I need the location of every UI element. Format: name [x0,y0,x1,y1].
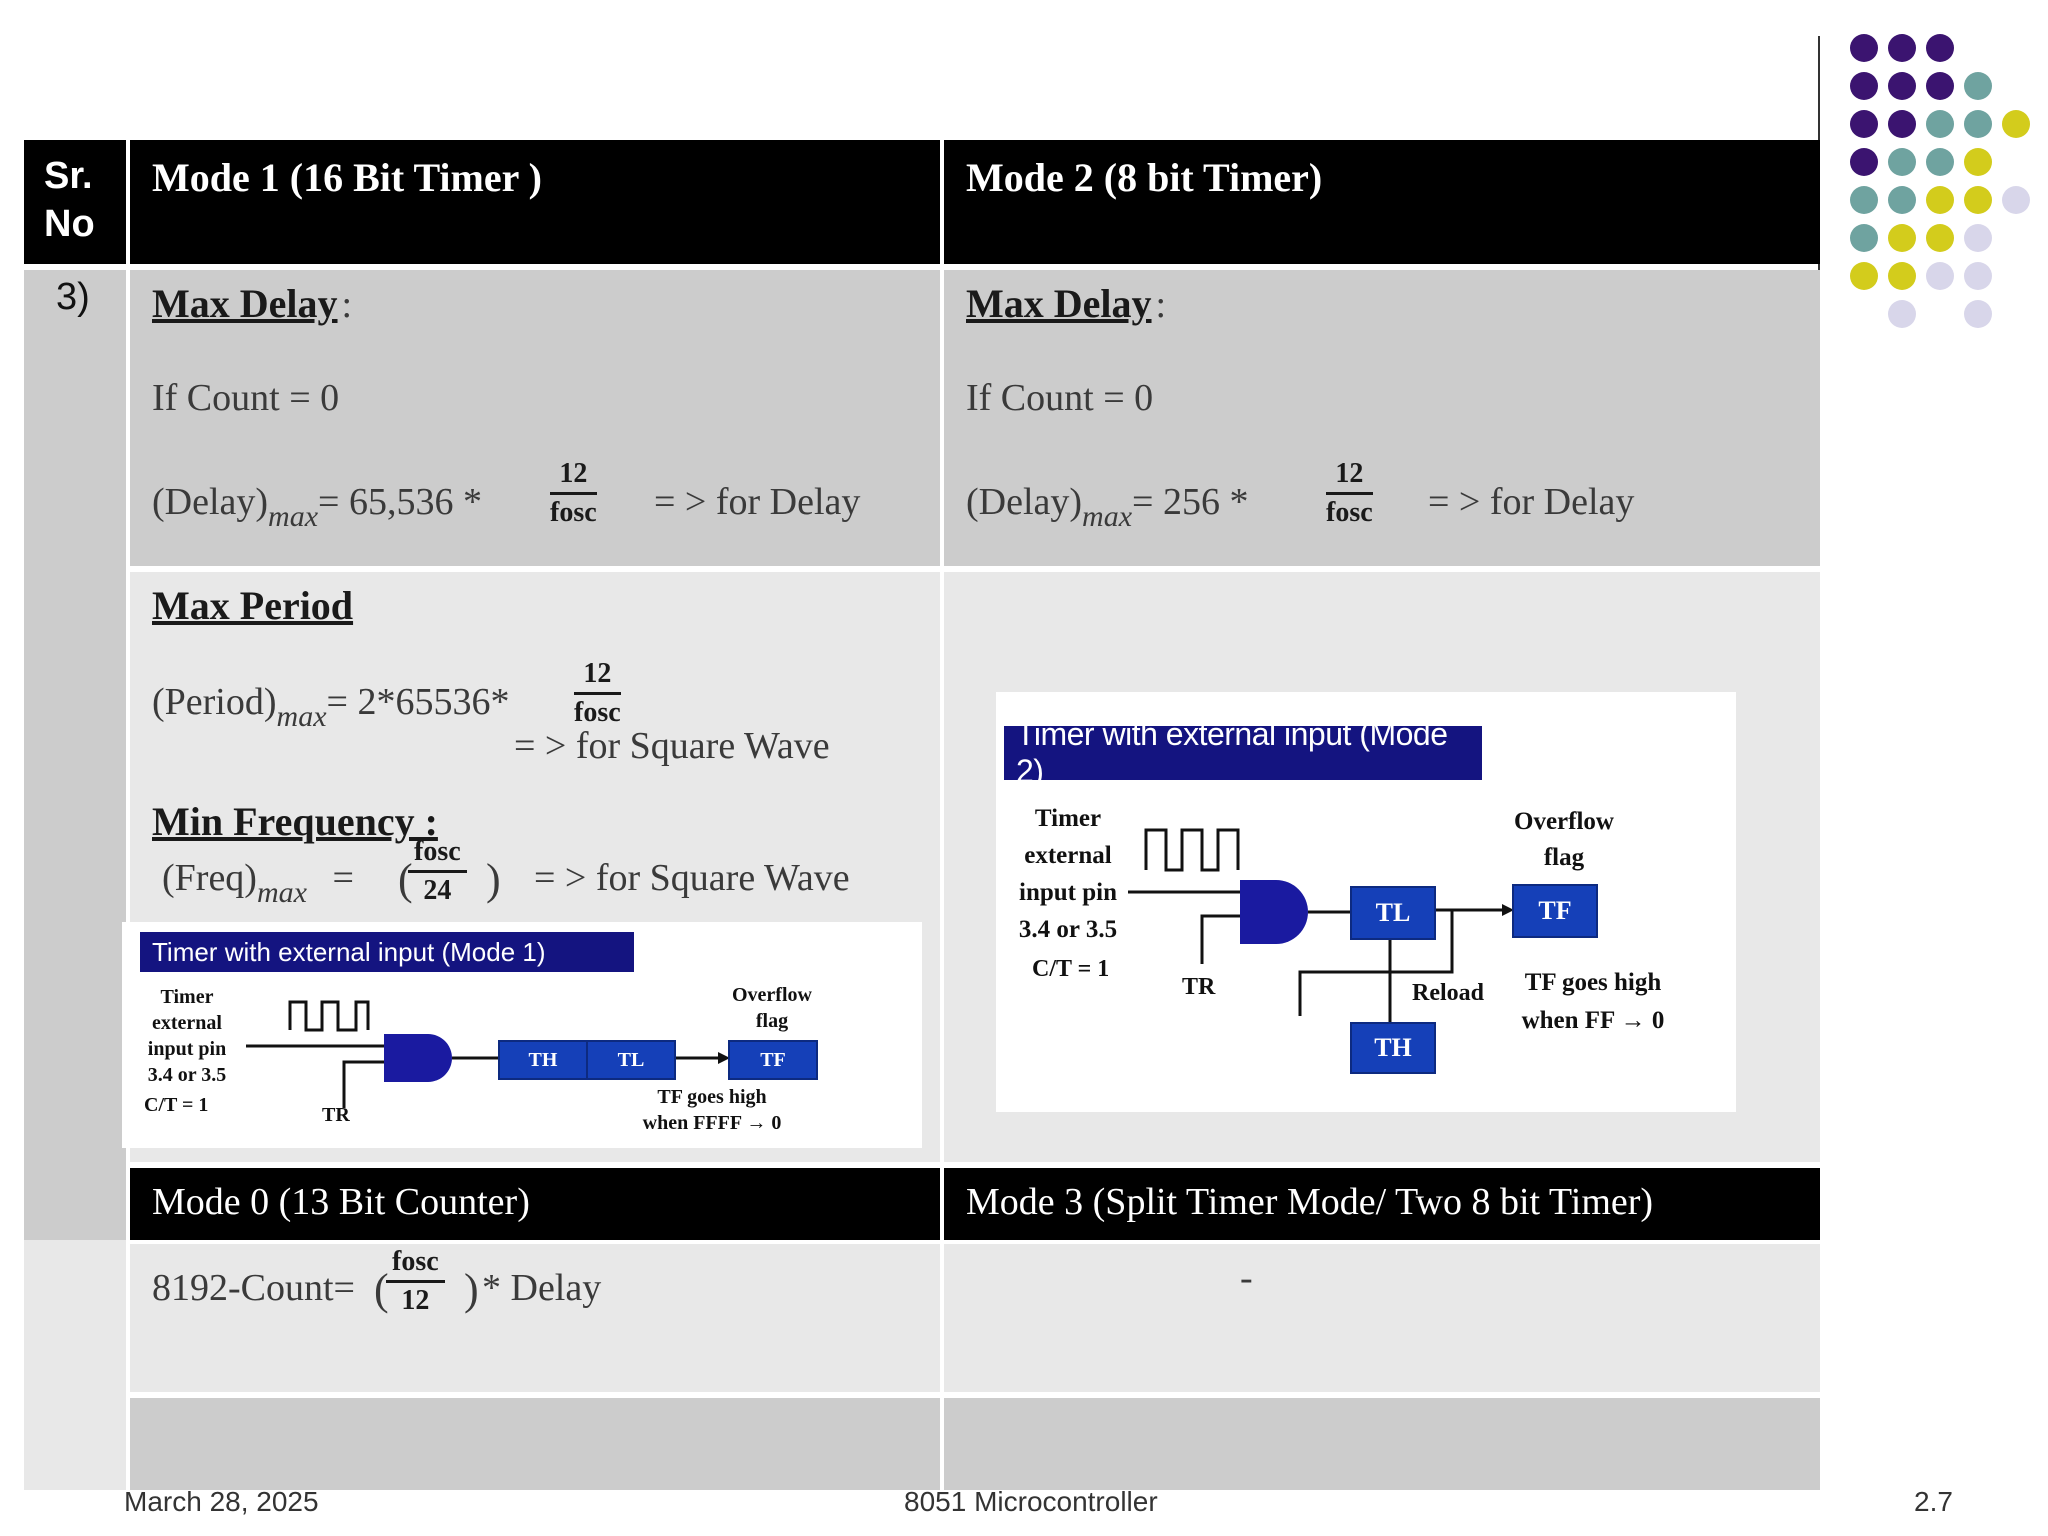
empty-row-left [130,1398,940,1490]
diagram2-ct-label: C/T = 1 [1032,956,1110,982]
diagram2-th-register: TH [1350,1022,1436,1074]
dot [1888,300,1916,328]
dot [1850,110,1878,138]
diagram1-overflow-label: Overflow flag [732,984,812,1032]
mode3-header-label: Mode 3 (Split Timer Mode/ Two 8 bit Timer) [966,1181,1654,1223]
mode0-paren-open: ( [374,1265,389,1314]
diagram2-tf-flag: TF [1512,884,1598,938]
dot [1964,300,1992,328]
dot [1926,34,1954,62]
diagram1-tl-register: TL [586,1040,676,1080]
mode2-frac-den: fosc [1326,497,1373,528]
dot [1926,148,1954,176]
dot [1964,148,1992,176]
mode1-max-period-heading: Max Period [152,583,354,628]
mode0-rhs: * Delay [482,1267,602,1309]
dot [1888,224,1916,252]
header-mode1 [130,140,940,264]
diagram2-reload-label: Reload [1412,980,1484,1006]
mode2-frac-num: 12 [1326,456,1373,495]
mode1-if-count: If Count = 0 [152,377,340,419]
header-sr-no [24,140,126,264]
mode1-delay-lhs: (Delay) [152,481,269,523]
footer-date: March 28, 2025 [124,1486,319,1517]
decorative-dot-grid [1850,32,2040,332]
header-mode2-label: Mode 2 (8 bit Timer) [966,155,1323,200]
diagram1-tf-note: TF goes high when FFFF → 0 [642,1086,782,1134]
diagram2-overflow-label: Overflow flag [1514,808,1614,871]
mode0-lhs: 8192-Count= [152,1267,355,1309]
mode1-period-num: 12 [574,656,621,695]
mode2-delay-fraction [1326,456,1373,531]
dot [1888,34,1916,62]
sr-no-cell-lower [24,1240,126,1490]
diagram2-input-label: Timer external input pin 3.4 or 3.5 [1018,805,1118,943]
dot [1964,186,1992,214]
mode0-fraction [386,1244,445,1319]
mode1-freq-lhs: (Freq) [162,857,257,899]
dot [1850,224,1878,252]
diagram2-title-text: Timer with external input (Mode 2) [1016,716,1448,789]
mode1-timer-diagram [122,922,922,1148]
dot [1850,186,1878,214]
footer-page-number: 2.7 [1914,1486,1953,1517]
mode2-max-delay-cell [944,270,1820,566]
mode1-max-delay-heading: Max Delay [152,281,338,326]
mode1-freq-sub: max [256,876,307,909]
dot [1926,72,1954,100]
diagram2-tf-note: TF goes high when FF → 0 [1521,969,1665,1034]
dot [1850,148,1878,176]
mode0-header-label: Mode 0 (13 Bit Counter) [152,1181,530,1223]
mode2-delay-lhs: (Delay) [966,481,1083,523]
dot [1964,110,1992,138]
mode1-delay-fraction [550,456,597,531]
mode0-header [130,1168,940,1240]
mode1-colon: : [341,284,353,326]
dot [1926,224,1954,252]
mode3-value-cell [944,1244,1820,1392]
diagram2-tr-label: TR [1182,974,1216,1000]
mode1-period-fraction [574,656,621,731]
mode0-frac-num: fosc [386,1244,445,1283]
mode1-delay-note: = > for Delay [654,481,861,523]
mode1-period-formula [152,680,510,733]
mode1-freq-paren-close: ) [486,855,501,904]
diagram1-tr-label: TR [322,1104,350,1126]
empty-row-right [944,1398,1820,1490]
mode1-frac-den: fosc [550,497,597,528]
header-mode1-label: Mode 1 (16 Bit Timer ) [152,155,542,200]
mode1-min-freq-heading: Min Frequency : [152,799,438,844]
header-sr-no-label: Sr. No [44,155,95,245]
dot [1888,186,1916,214]
dot [1888,262,1916,290]
header-mode2 [944,140,1820,264]
mode0-formula-cell [130,1244,940,1392]
dot [1964,224,1992,252]
dot [1850,262,1878,290]
mode0-paren-close: ) [464,1265,479,1314]
mode2-delay-sub: max [1082,500,1133,533]
dot [1888,148,1916,176]
diagram2-tl-register: TL [1350,886,1436,940]
mode2-delay-rhs: = 256 * [1132,481,1249,523]
mode3-header [944,1168,1820,1240]
diagram1-ct-label: C/T = 1 [144,1094,209,1116]
diagram1-th-register: TH [498,1040,588,1080]
mode1-freq-eq: = [332,857,354,899]
dot [1888,72,1916,100]
mode3-value: - [1240,1257,1253,1299]
mode2-timer-diagram [996,692,1736,1112]
diagram1-input-label: Timer external input pin 3.4 or 3.5 [147,986,227,1086]
footer-title: 8051 Microcontroller [904,1486,1158,1517]
mode1-period-rhs: = 2*65536* [326,681,510,723]
mode2-colon: : [1155,284,1167,326]
mode1-frac-num: 12 [550,456,597,495]
mode1-freq-formula [162,856,354,909]
sr-no-cell [24,270,126,1370]
mode2-delay-formula [966,480,1249,533]
mode1-freq-note: = > for Square Wave [534,857,850,899]
mode2-delay-note: = > for Delay [1428,481,1635,523]
mode2-max-delay-heading: Max Delay [966,281,1152,326]
mode1-period-note: = > for Square Wave [514,725,830,767]
mode1-period-sub: max [276,700,327,733]
dot [1926,186,1954,214]
dot [1964,262,1992,290]
diagram1-title-text: Timer with external input (Mode 1) [152,936,546,967]
dot [1964,72,1992,100]
mode1-freq-den: 24 [423,875,452,906]
mode1-freq-fraction [408,834,467,909]
mode1-period-lhs: (Period) [152,681,277,723]
dot [1888,110,1916,138]
diagram1-tf-flag: TF [728,1040,818,1080]
mode1-freq-num: fosc [408,834,467,873]
mode1-max-delay-cell [130,270,940,566]
mode1-freq-paren-open: ( [398,855,413,904]
dot [2002,186,2030,214]
mode1-delay-formula [152,480,482,533]
mode2-if-count: If Count = 0 [966,377,1154,419]
dot [1926,110,1954,138]
mode1-delay-rhs: = 65,536 * [318,481,482,523]
dot [1850,72,1878,100]
row-number: 3) [56,276,90,318]
dot [2002,110,2030,138]
dot [1926,262,1954,290]
mode1-period-den: fosc [574,697,621,728]
mode0-frac-den: 12 [401,1285,430,1316]
dot [1850,34,1878,62]
mode1-delay-sub: max [268,500,319,533]
